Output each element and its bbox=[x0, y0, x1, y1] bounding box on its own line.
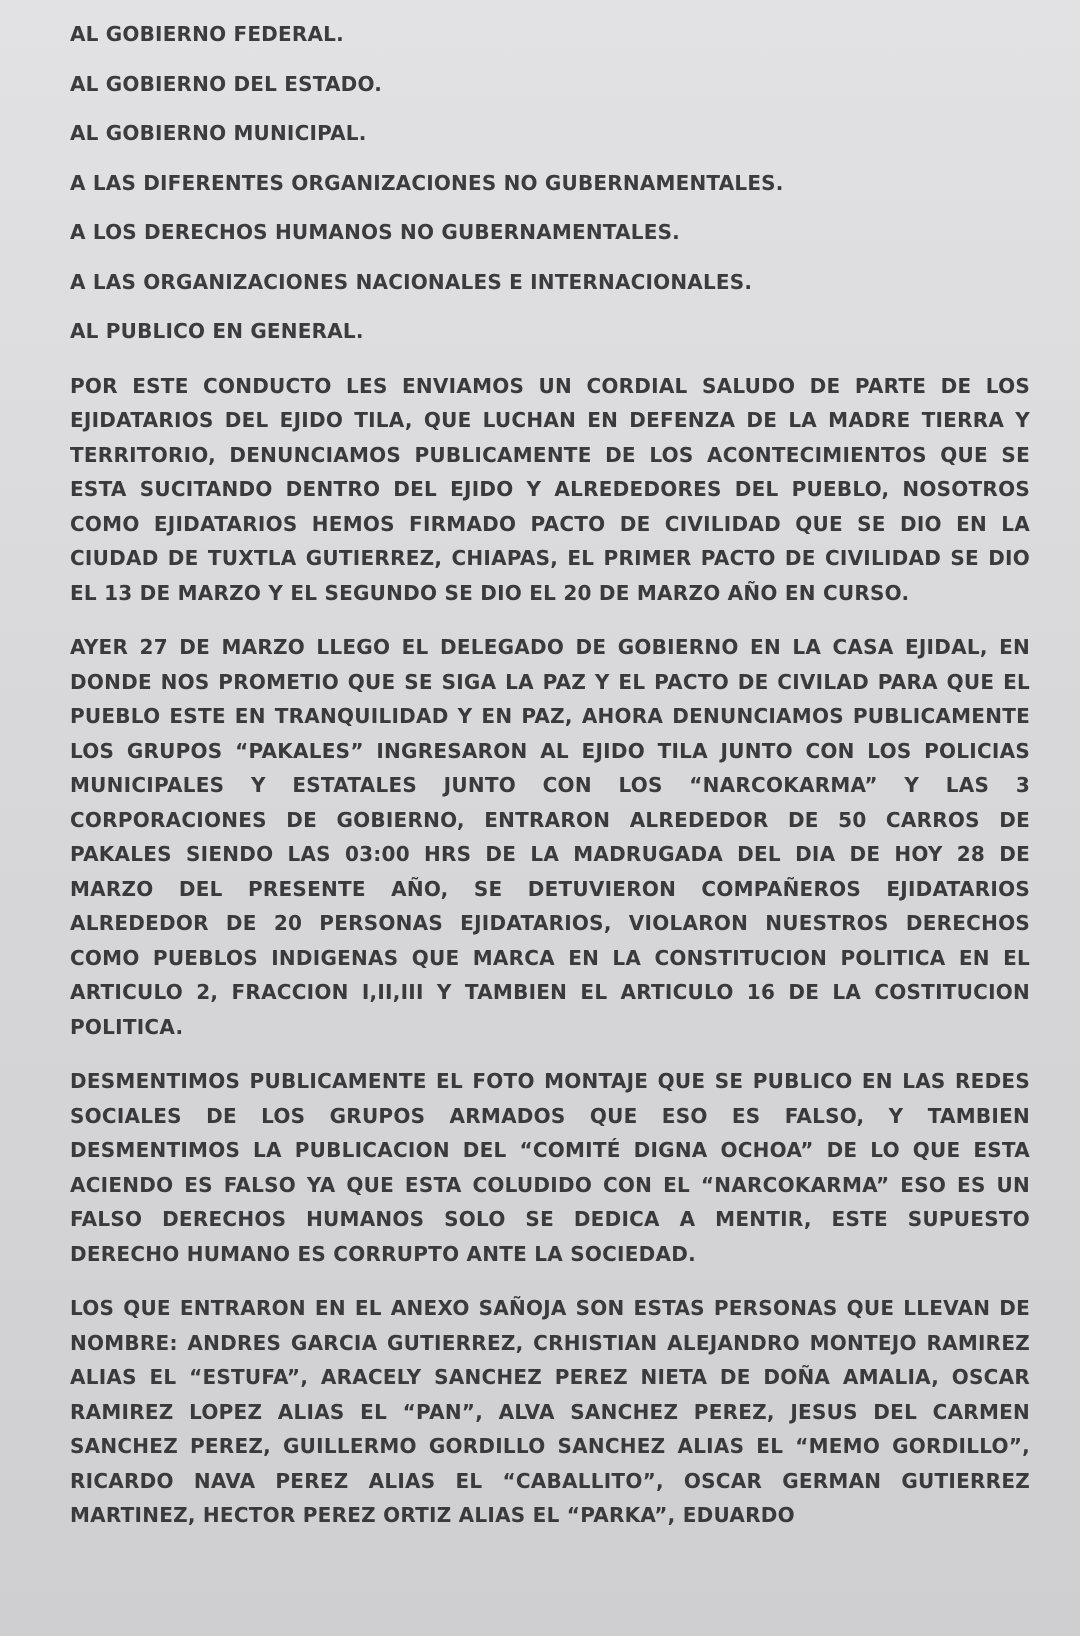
recipient-line: AL GOBIERNO DEL ESTADO. bbox=[70, 71, 383, 96]
recipient-line: A LAS ORGANIZACIONES NACIONALES E INTERNACIONALES. bbox=[70, 269, 753, 294]
paragraph-greeting: POR ESTE CONDUCTO LES ENVIAMOS UN CORDIAL SALUDO DE PARTE DE LOS EJIDATARIOS DEL EJIDO TILA, QUE LUCHAN EN DEFENZA DE LA MADRE TIERRA Y TERRITORIO, DENUNCIAMOS PUBLICAMENTE DE LOS ACONTECIMIENTOS QUE SE ESTA SUCITANDO DENTRO DEL EJIDO Y ALREDEDORES DEL PUEBLO, NOSOTROS COMO EJIDATARIOS HEMOS FIRMADO PACTO DE CIVILIDAD QUE SE DIO EN LA CIUDAD DE TUXTLA GUTIERREZ, CHIAPAS, EL PRIMER PACTO DE CIVILIDAD SE DIO EL 13 DE MARZO Y EL SEGUNDO SE DIO EL 20 DE MARZO AÑO EN CURSO. bbox=[70, 373, 1030, 605]
document-body bbox=[70, 22, 1030, 1553]
paragraph-nombres: LOS QUE ENTRARON EN EL ANEXO SAÑOJA SON ESTAS PERSONAS QUE LLEVAN DE NOMBRE: ANDRES GARCIA GUTIERREZ, CRHISTIAN ALEJANDRO MONTEJO RAMIREZ ALIAS EL “ESTUFA”, ARACELY SANCHEZ PEREZ NIETA DE DOÑA AMALIA, OSCAR RAMIREZ LOPEZ ALIAS EL “PAN”, ALVA SANCHEZ PEREZ, JESUS DEL CARMEN SANCHEZ PEREZ, GUILLERMO GORDILLO SANCHEZ ALIAS EL “MEMO GORDILLO”, RICARDO NAVA PEREZ ALIAS EL “CABALLITO”, OSCAR GERMAN GUTIERREZ MARTINEZ, HECTOR PEREZ ORTIZ ALIAS EL “PARKA”, EDUARDO bbox=[70, 1296, 1030, 1527]
paragraph-denuncia: AYER 27 DE MARZO LLEGO EL DELEGADO DE GOBIERNO EN LA CASA EJIDAL, EN DONDE NOS PROMETIO QUE SE SIGA LA PAZ Y EL PACTO DE CIVILAD PARA QUE EL PUEBLO ESTE EN TRANQUILIDAD Y EN PAZ, AHORA DENUNCIAMOS PUBLICAMENTE LOS GRUPOS “PAKALES” INGRESARON AL EJIDO TILA JUNTO CON LOS POLICIAS MUNICIPALES Y ESTATALES JUNTO CON LOS “NARCOKARMA” Y LAS 3 CORPORACIONES DE GOBIERNO, ENTRARON ALREDEDOR DE 50 CARROS DE PAKALES SIENDO LAS 03:00 HRS DE LA MADRUGADA DEL DIA DE HOY 28 DE MARZO DEL PRESENTE AÑO, SE DETUVIERON COMPAÑEROS EJIDATARIOS ALREDEDOR DE 20 PERSONAS EJIDATARIOS, VIOLARON NUESTROS DERECHOS COMO PUEBLOS INDIGENAS QUE MARCA EN LA CONSTITUCION POLITICA EN EL ARTICULO 2, FRACCION I,II,III Y TAMBIEN EL ARTICULO 16 DE LA COSTITUCION POLITICA. bbox=[70, 635, 1030, 1039]
recipient-line: AL PUBLICO EN GENERAL. bbox=[70, 319, 364, 343]
paragraph-desmentido: DESMENTIMOS PUBLICAMENTE EL FOTO MONTAJE QUE SE PUBLICO EN LAS REDES SOCIALES DE LOS GRUPOS ARMADOS QUE ESO ES FALSO, Y TAMBIEN DESMENTIMOS LA PUBLICACION DEL “COMITÉ DIGNA OCHOA” DE LO QUE ESTA ACIENDO ES FALSO YA QUE ESTA COLUDIDO CON EL “NARCOKARMA” ESO ES UN FALSO DERECHOS HUMANOS SOLO SE DEDICA A MENTIR, ESTE SUPUESTO DERECHO HUMANO ES CORRUPTO ANTE LA SOCIEDAD. bbox=[70, 1069, 1030, 1266]
recipient-line: AL GOBIERNO MUNICIPAL. bbox=[70, 121, 367, 145]
recipient-line: AL GOBIERNO FEDERAL. bbox=[70, 22, 344, 46]
recipient-line: A LAS DIFERENTES ORGANIZACIONES NO GUBERNAMENTALES. bbox=[70, 170, 784, 195]
recipient-list bbox=[70, 22, 1030, 343]
recipient-line: A LOS DERECHOS HUMANOS NO GUBERNAMENTALES. bbox=[70, 220, 680, 244]
